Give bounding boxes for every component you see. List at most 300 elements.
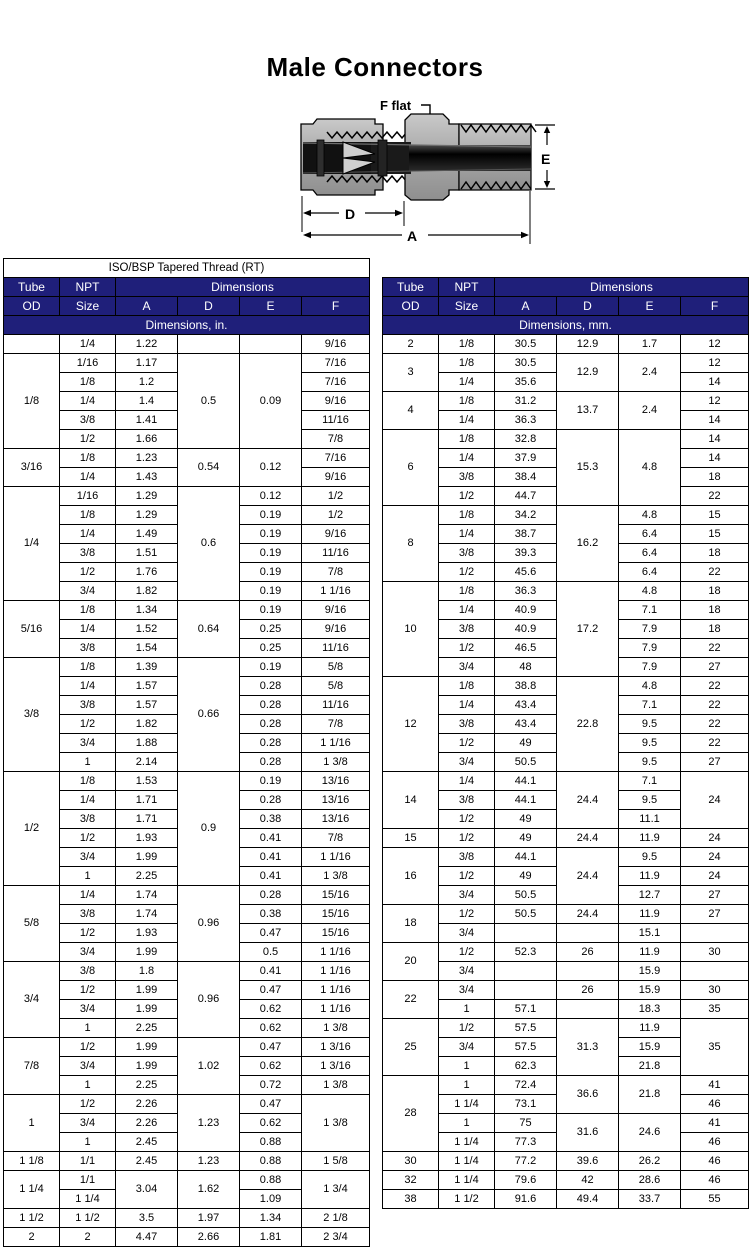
cell-dim-e: 9.5 xyxy=(619,848,681,867)
diagram-label-d: D xyxy=(345,206,356,222)
cell-dim-e: 6.4 xyxy=(619,544,681,563)
cell-dim-f: 14 xyxy=(681,373,749,392)
table-header-row-2 xyxy=(383,297,749,316)
cell-dim-e: 28.6 xyxy=(619,1171,681,1190)
cell-dim-e: 4.8 xyxy=(619,677,681,696)
table-row xyxy=(383,905,749,924)
table-row xyxy=(383,506,749,525)
cell-dim-f: 1 1/16 xyxy=(302,582,370,601)
cell-npt-size: 1/8 xyxy=(439,677,495,696)
cell-dim-a: 1.82 xyxy=(116,582,178,601)
cell-dim-a: 1.17 xyxy=(116,354,178,373)
cell-npt-size: 1/1 xyxy=(60,1171,116,1190)
cell-dim-a: 50.5 xyxy=(495,753,557,772)
cell-dim-e: 21.8 xyxy=(619,1076,681,1114)
cell-dim-f: 1 1/16 xyxy=(302,943,370,962)
header-e: E xyxy=(240,297,302,316)
cell-dim-d xyxy=(178,335,240,354)
cell-dim-f: 9/16 xyxy=(302,525,370,544)
cell-dim-f: 1 3/8 xyxy=(302,867,370,886)
cell-tube-od: 3/4 xyxy=(4,962,60,1038)
cell-npt-size: 1 xyxy=(60,753,116,772)
table-row xyxy=(383,354,749,373)
cell-dim-a: 1.4 xyxy=(116,392,178,411)
cell-dim-a: 1.88 xyxy=(116,734,178,753)
cell-dim-a: 49 xyxy=(495,867,557,886)
cell-tube-od: 28 xyxy=(383,1076,439,1152)
cell-dim-a: 44.1 xyxy=(495,772,557,791)
cell-dim-a: 1.74 xyxy=(116,905,178,924)
cell-npt-size: 3/8 xyxy=(60,639,116,658)
cell-npt-size: 3/4 xyxy=(439,924,495,943)
cell-dim-f: 15/16 xyxy=(302,924,370,943)
table-row xyxy=(383,1171,749,1190)
cell-dim-e: 1.34 xyxy=(240,1209,302,1228)
cell-dim-e: 4.8 xyxy=(619,506,681,525)
cell-dim-e: 0.19 xyxy=(240,601,302,620)
cell-dim-a: 1.66 xyxy=(116,430,178,449)
cell-dim-d: 1.97 xyxy=(178,1209,240,1228)
cell-dim-e: 0.41 xyxy=(240,962,302,981)
cell-dim-a: 2.26 xyxy=(116,1114,178,1133)
cell-dim-e: 0.38 xyxy=(240,905,302,924)
cell-npt-size: 3/4 xyxy=(60,848,116,867)
cell-npt-size: 1 xyxy=(439,1000,495,1019)
cell-npt-size: 1 1/4 xyxy=(60,1190,116,1209)
cell-dim-d: 24.4 xyxy=(557,905,619,924)
cell-dim-d: 49.4 xyxy=(557,1190,619,1209)
cell-tube-od: 22 xyxy=(383,981,439,1019)
cell-dim-f: 24 xyxy=(681,829,749,848)
cell-dim-d: 0.9 xyxy=(178,772,240,886)
cell-dim-a: 44.1 xyxy=(495,848,557,867)
cell-dim-f: 55 xyxy=(681,1190,749,1209)
cell-dim-a: 40.9 xyxy=(495,620,557,639)
cell-dim-a: 46.5 xyxy=(495,639,557,658)
table-row xyxy=(4,1171,370,1190)
cell-npt-size: 3/4 xyxy=(439,886,495,905)
cell-npt-size: 1/8 xyxy=(60,601,116,620)
cell-dim-e: 0.28 xyxy=(240,886,302,905)
cell-dim-a: 2.25 xyxy=(116,1019,178,1038)
cell-dim-d: 17.2 xyxy=(557,582,619,677)
cell-dim-e: 0.19 xyxy=(240,506,302,525)
table-row xyxy=(383,392,749,411)
cell-dim-e: 0.47 xyxy=(240,1038,302,1057)
cell-dim-a: 1.99 xyxy=(116,1038,178,1057)
cell-npt-size: 3/4 xyxy=(439,753,495,772)
cell-npt-size: 1/4 xyxy=(60,620,116,639)
cell-dim-a: 2.45 xyxy=(116,1152,178,1171)
cell-dim-a: 1.57 xyxy=(116,677,178,696)
cell-dim-a: 57.1 xyxy=(495,1000,557,1019)
cell-npt-size: 1 1/4 xyxy=(439,1133,495,1152)
cell-dim-e: 7.1 xyxy=(619,601,681,620)
cell-dim-f: 1 3/8 xyxy=(302,1019,370,1038)
cell-dim-a: 2.45 xyxy=(116,1133,178,1152)
cell-npt-size: 1/2 xyxy=(439,905,495,924)
cell-npt-size: 1 1/2 xyxy=(439,1190,495,1209)
cell-dim-f: 15/16 xyxy=(302,886,370,905)
header-f: F xyxy=(302,297,370,316)
cell-npt-size: 1/2 xyxy=(439,1019,495,1038)
cell-npt-size: 1/1 xyxy=(60,1152,116,1171)
cell-npt-size: 1/2 xyxy=(60,981,116,1000)
cell-dim-a: 1.41 xyxy=(116,411,178,430)
cell-dim-a: 43.4 xyxy=(495,715,557,734)
table-row xyxy=(383,1019,749,1038)
cell-dim-f: 12 xyxy=(681,354,749,373)
cell-tube-od: 5/16 xyxy=(4,601,60,658)
cell-dim-f: 46 xyxy=(681,1152,749,1171)
cell-dim-e: 7.9 xyxy=(619,658,681,677)
cell-dim-f: 7/16 xyxy=(302,354,370,373)
cell-dim-a: 1.34 xyxy=(116,601,178,620)
cell-npt-size: 3/4 xyxy=(439,1038,495,1057)
diagram-label-f-flat: F flat xyxy=(380,98,412,113)
cell-dim-f: 11/16 xyxy=(302,639,370,658)
cell-dim-d xyxy=(557,924,619,943)
cell-dim-f: 1/2 xyxy=(302,506,370,525)
table-row xyxy=(4,1152,370,1171)
header-dimensions-group: Dimensions xyxy=(116,278,370,297)
cell-npt-size: 1/16 xyxy=(60,487,116,506)
right-table-column xyxy=(382,258,748,1209)
cell-dim-a: 2.14 xyxy=(116,753,178,772)
cell-dim-f: 30 xyxy=(681,943,749,962)
cell-dim-d xyxy=(557,1000,619,1019)
cell-npt-size: 3/4 xyxy=(439,658,495,677)
cell-dim-d: 24.4 xyxy=(557,772,619,829)
table-row xyxy=(4,354,370,373)
cell-tube-od: 6 xyxy=(383,430,439,506)
cell-dim-e: 7.9 xyxy=(619,620,681,639)
cell-dim-a: 1.99 xyxy=(116,848,178,867)
cell-npt-size: 1/8 xyxy=(60,772,116,791)
cell-dim-f: 22 xyxy=(681,487,749,506)
cell-dim-f: 18 xyxy=(681,601,749,620)
cell-dim-a: 34.2 xyxy=(495,506,557,525)
cell-dim-f: 1 1/16 xyxy=(302,734,370,753)
cell-dim-e: 1.81 xyxy=(240,1228,302,1247)
cell-dim-f: 22 xyxy=(681,563,749,582)
cell-npt-size: 1/2 xyxy=(439,639,495,658)
cell-dim-e: 0.41 xyxy=(240,867,302,886)
cell-npt-size: 3/8 xyxy=(439,715,495,734)
cell-dim-a: 3.04 xyxy=(116,1171,178,1209)
cell-dim-f: 18 xyxy=(681,582,749,601)
cell-dim-d xyxy=(557,962,619,981)
cell-npt-size: 1/8 xyxy=(60,658,116,677)
cell-npt-size: 1/8 xyxy=(439,354,495,373)
cell-dim-e: 11.9 xyxy=(619,905,681,924)
right-table-spacer xyxy=(382,258,748,277)
header-e: E xyxy=(619,297,681,316)
cell-npt-size: 1/4 xyxy=(439,411,495,430)
cell-dim-f: 1 3/8 xyxy=(302,1076,370,1095)
cell-dim-a: 50.5 xyxy=(495,905,557,924)
cell-npt-size: 3/4 xyxy=(60,1114,116,1133)
cell-npt-size: 1/4 xyxy=(60,335,116,354)
header-d: D xyxy=(557,297,619,316)
cell-dim-a: 1.51 xyxy=(116,544,178,563)
cell-dim-a: 3.5 xyxy=(116,1209,178,1228)
cell-dim-e: 0.19 xyxy=(240,582,302,601)
cell-dim-e: 0.62 xyxy=(240,1000,302,1019)
metric-dimensions-table xyxy=(382,277,749,1209)
cell-npt-size: 3/4 xyxy=(60,1057,116,1076)
cell-npt-size: 1/8 xyxy=(439,392,495,411)
cell-dim-a: 38.7 xyxy=(495,525,557,544)
cell-dim-d: 39.6 xyxy=(557,1152,619,1171)
cell-tube-od: 32 xyxy=(383,1171,439,1190)
cell-npt-size: 1/2 xyxy=(60,715,116,734)
cell-dim-e: 7.1 xyxy=(619,772,681,791)
cell-dim-e: 11.9 xyxy=(619,1019,681,1038)
cell-dim-d: 31.6 xyxy=(557,1114,619,1152)
cell-dim-a xyxy=(495,924,557,943)
cell-dim-d: 36.6 xyxy=(557,1076,619,1114)
cell-dim-f: 1 1/16 xyxy=(302,962,370,981)
cell-dim-e: 15.9 xyxy=(619,1038,681,1057)
cell-npt-size: 1/2 xyxy=(60,924,116,943)
cell-dim-f: 46 xyxy=(681,1171,749,1190)
cell-npt-size: 1/4 xyxy=(439,373,495,392)
cell-npt-size: 1/2 xyxy=(439,867,495,886)
cell-npt-size: 3/8 xyxy=(60,905,116,924)
cell-tube-od: 14 xyxy=(383,772,439,829)
cell-npt-size: 1/16 xyxy=(60,354,116,373)
table-row xyxy=(4,1228,370,1247)
cell-dim-e: 15.1 xyxy=(619,924,681,943)
cell-dim-a: 35.6 xyxy=(495,373,557,392)
cell-dim-a: 40.9 xyxy=(495,601,557,620)
cell-tube-od: 3/16 xyxy=(4,449,60,487)
table-row xyxy=(383,829,749,848)
cell-dim-f: 35 xyxy=(681,1019,749,1076)
cell-dim-f: 27 xyxy=(681,905,749,924)
cell-dim-d: 2.66 xyxy=(178,1228,240,1247)
cell-dim-a: 1.71 xyxy=(116,810,178,829)
cell-dim-e: 24.6 xyxy=(619,1114,681,1152)
cell-dim-f: 1 1/16 xyxy=(302,1000,370,1019)
cell-dim-a: 1.8 xyxy=(116,962,178,981)
cell-npt-size: 1/8 xyxy=(439,335,495,354)
cell-npt-size: 1/2 xyxy=(439,487,495,506)
header-unit-label: Dimensions, in. xyxy=(4,316,370,335)
cell-dim-e: 0.28 xyxy=(240,753,302,772)
table-unit-row xyxy=(383,316,749,335)
cell-dim-d: 24.4 xyxy=(557,848,619,905)
cell-dim-a: 1.53 xyxy=(116,772,178,791)
header-npt: NPT xyxy=(60,278,116,297)
cell-dim-a: 49 xyxy=(495,734,557,753)
cell-dim-f xyxy=(681,962,749,981)
cell-dim-e: 18.3 xyxy=(619,1000,681,1019)
cell-dim-a: 72.4 xyxy=(495,1076,557,1095)
cell-dim-d: 12.9 xyxy=(557,354,619,392)
cell-dim-f: 11/16 xyxy=(302,544,370,563)
cell-dim-f: 14 xyxy=(681,449,749,468)
cell-dim-e: 0.19 xyxy=(240,658,302,677)
cell-dim-f: 14 xyxy=(681,430,749,449)
header-od: OD xyxy=(383,297,439,316)
cell-npt-size: 1 xyxy=(60,1019,116,1038)
cell-dim-f: 14 xyxy=(681,411,749,430)
cell-dim-a: 44.1 xyxy=(495,791,557,810)
header-size: Size xyxy=(60,297,116,316)
cell-dim-a: 4.47 xyxy=(116,1228,178,1247)
cell-dim-e: 0.09 xyxy=(240,354,302,449)
cell-dim-a: 1.39 xyxy=(116,658,178,677)
cell-npt-size: 1/4 xyxy=(439,525,495,544)
cell-dim-a: 52.3 xyxy=(495,943,557,962)
cell-dim-a: 1.76 xyxy=(116,563,178,582)
cell-npt-size: 1/4 xyxy=(60,791,116,810)
cell-dim-a: 73.1 xyxy=(495,1095,557,1114)
cell-dim-e: 0.28 xyxy=(240,734,302,753)
cell-dim-e: 0.19 xyxy=(240,772,302,791)
table-row xyxy=(383,848,749,867)
cell-npt-size: 3/4 xyxy=(439,981,495,1000)
page-title: Male Connectors xyxy=(266,52,484,82)
cell-dim-f: 13/16 xyxy=(302,791,370,810)
cell-dim-d: 0.96 xyxy=(178,886,240,962)
cell-npt-size: 2 xyxy=(60,1228,116,1247)
cell-dim-a: 1.22 xyxy=(116,335,178,354)
table-unit-row xyxy=(4,316,370,335)
cell-dim-e: 9.5 xyxy=(619,791,681,810)
cell-dim-e: 0.72 xyxy=(240,1076,302,1095)
cell-dim-a: 77.3 xyxy=(495,1133,557,1152)
cell-dim-f: 1 1/16 xyxy=(302,981,370,1000)
cell-npt-size: 1/8 xyxy=(439,430,495,449)
header-tube: Tube xyxy=(383,278,439,297)
cell-dim-a: 36.3 xyxy=(495,582,557,601)
cell-dim-e: 0.19 xyxy=(240,544,302,563)
table-header-row-1 xyxy=(383,278,749,297)
cell-dim-e: 0.28 xyxy=(240,696,302,715)
cell-npt-size: 1/8 xyxy=(60,506,116,525)
cell-npt-size: 1 xyxy=(439,1057,495,1076)
tube-fitting-cross-section-icon xyxy=(283,92,563,247)
table-row xyxy=(383,335,749,354)
cell-dim-e: 0.62 xyxy=(240,1019,302,1038)
cell-npt-size: 1/2 xyxy=(439,810,495,829)
cell-dim-e: 9.5 xyxy=(619,715,681,734)
cell-dim-e: 0.47 xyxy=(240,981,302,1000)
cell-dim-e: 4.8 xyxy=(619,430,681,506)
cell-dim-a: 1.57 xyxy=(116,696,178,715)
cell-tube-od: 18 xyxy=(383,905,439,943)
table-row xyxy=(4,1209,370,1228)
cell-dim-f: 7/8 xyxy=(302,430,370,449)
cell-dim-e: 6.4 xyxy=(619,563,681,582)
cell-dim-f: 1 3/16 xyxy=(302,1057,370,1076)
table-row xyxy=(383,582,749,601)
table-header-row-1 xyxy=(4,278,370,297)
cell-dim-e: 0.5 xyxy=(240,943,302,962)
cell-npt-size: 1/2 xyxy=(60,829,116,848)
cell-dim-d: 15.3 xyxy=(557,430,619,506)
diagram-label-a: A xyxy=(407,228,418,244)
cell-dim-f: 9/16 xyxy=(302,335,370,354)
cell-dim-e: 15.9 xyxy=(619,981,681,1000)
cell-dim-d: 31.3 xyxy=(557,1019,619,1076)
cell-dim-f: 9/16 xyxy=(302,468,370,487)
cell-dim-a: 1.99 xyxy=(116,1000,178,1019)
cell-npt-size: 1/2 xyxy=(60,430,116,449)
cell-dim-f: 46 xyxy=(681,1095,749,1114)
cell-npt-size: 1/4 xyxy=(439,696,495,715)
cell-dim-e: 1.7 xyxy=(619,335,681,354)
cell-dim-f: 1 3/4 xyxy=(302,1171,370,1209)
cell-dim-e: 26.2 xyxy=(619,1152,681,1171)
cell-npt-size: 1 xyxy=(60,1076,116,1095)
cell-dim-e: 1.09 xyxy=(240,1190,302,1209)
cell-dim-f: 7/8 xyxy=(302,829,370,848)
cell-dim-a: 57.5 xyxy=(495,1019,557,1038)
cell-dim-f: 18 xyxy=(681,544,749,563)
cell-dim-a: 1.99 xyxy=(116,943,178,962)
cell-dim-f: 22 xyxy=(681,639,749,658)
cell-dim-f: 15/16 xyxy=(302,905,370,924)
cell-dim-d: 0.54 xyxy=(178,449,240,487)
cell-npt-size: 1/4 xyxy=(60,392,116,411)
cell-dim-e: 2.4 xyxy=(619,354,681,392)
cell-dim-e: 0.25 xyxy=(240,620,302,639)
cell-dim-f: 7/16 xyxy=(302,373,370,392)
table-row xyxy=(4,487,370,506)
cell-dim-e: 21.8 xyxy=(619,1057,681,1076)
cell-dim-e: 0.38 xyxy=(240,810,302,829)
table-row xyxy=(383,430,749,449)
cell-dim-d: 0.66 xyxy=(178,658,240,772)
cell-dim-a: 77.2 xyxy=(495,1152,557,1171)
cell-npt-size: 1/8 xyxy=(439,582,495,601)
cell-dim-e: 0.47 xyxy=(240,924,302,943)
cell-dim-f: 1 3/8 xyxy=(302,753,370,772)
cell-dim-f: 9/16 xyxy=(302,620,370,639)
cell-npt-size: 1 1/4 xyxy=(439,1171,495,1190)
cell-dim-e: 11.9 xyxy=(619,943,681,962)
cell-tube-od: 10 xyxy=(383,582,439,677)
cell-dim-a: 1.82 xyxy=(116,715,178,734)
cell-dim-f: 27 xyxy=(681,753,749,772)
cell-npt-size: 3/8 xyxy=(60,962,116,981)
cell-dim-d: 1.23 xyxy=(178,1152,240,1171)
cell-dim-f: 22 xyxy=(681,715,749,734)
table-row xyxy=(383,1152,749,1171)
table-row xyxy=(383,1190,749,1209)
cell-dim-f: 1 3/8 xyxy=(302,1095,370,1152)
cell-dim-f: 1 1/16 xyxy=(302,848,370,867)
cell-dim-e xyxy=(240,335,302,354)
cell-tube-od: 2 xyxy=(4,1228,60,1247)
cell-tube-od: 12 xyxy=(383,677,439,772)
cell-dim-a: 1.99 xyxy=(116,1057,178,1076)
cell-npt-size: 1/4 xyxy=(439,449,495,468)
header-size: Size xyxy=(439,297,495,316)
header-a: A xyxy=(116,297,178,316)
header-dimensions-group: Dimensions xyxy=(495,278,749,297)
cell-npt-size: 1 1/4 xyxy=(439,1095,495,1114)
cell-dim-f: 35 xyxy=(681,1000,749,1019)
cell-dim-a: 57.5 xyxy=(495,1038,557,1057)
header-unit-label: Dimensions, mm. xyxy=(383,316,749,335)
cell-dim-a: 32.8 xyxy=(495,430,557,449)
cell-dim-a: 39.3 xyxy=(495,544,557,563)
